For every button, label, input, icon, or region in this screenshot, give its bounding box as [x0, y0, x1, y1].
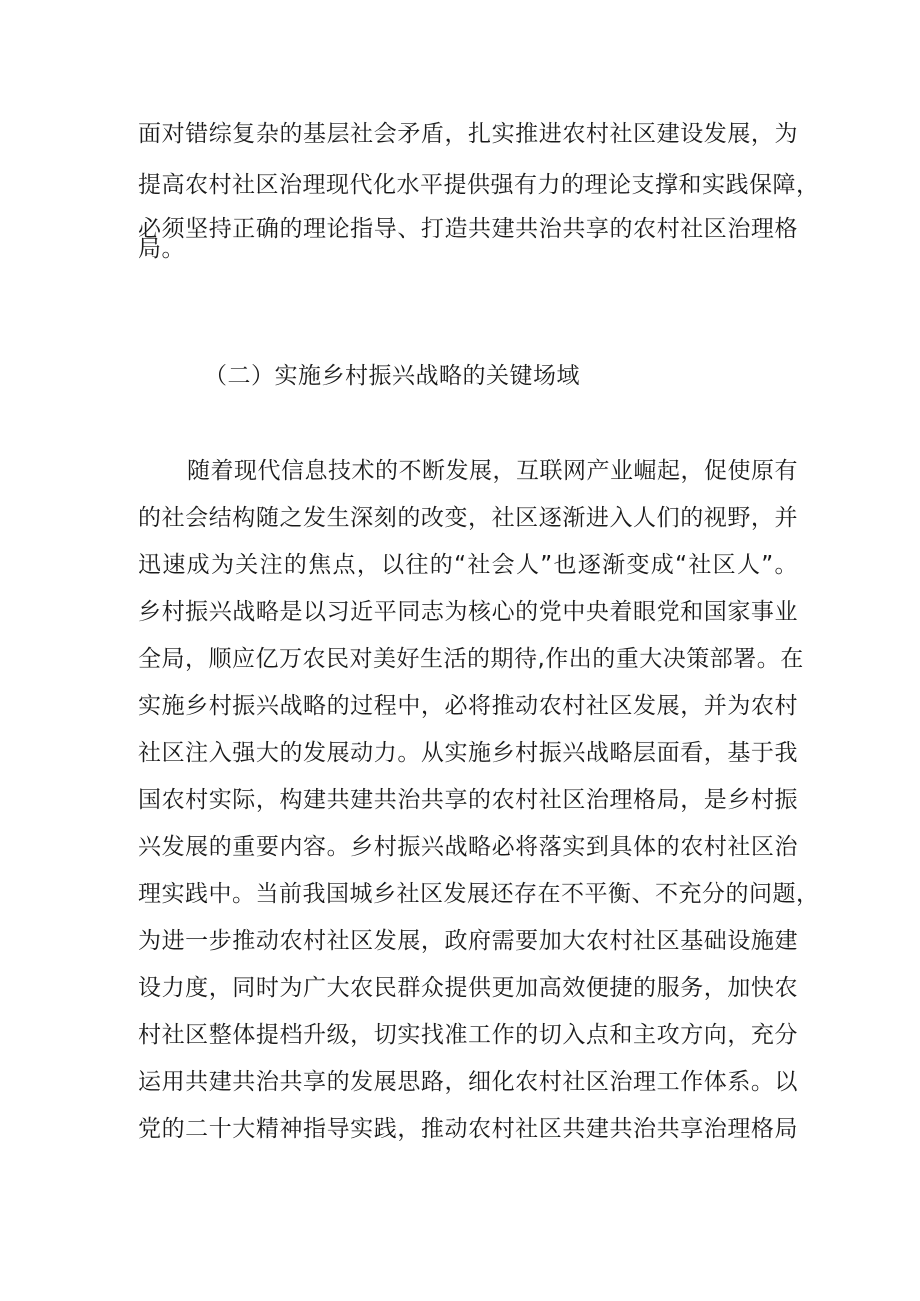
paragraph-line: 随着现代信息技术的不断发展，互联网产业崛起，促使原有: [187, 458, 798, 484]
paragraph-line: 全局，顺应亿万农民对美好生活的期待,作出的重大决策部署。在: [138, 646, 804, 672]
paragraph-line: 实施乡村振兴战略的过程中，必将推动农村社区发展，并为农村: [138, 693, 798, 719]
paragraph-line: 兴发展的重要内容。乡村振兴战略必将落实到具体的农村社区治: [138, 834, 798, 860]
paragraph-line: 理实践中。当前我国城乡社区发展还存在不平衡、不充分的问题，: [138, 881, 820, 907]
paragraph-line: 迅速成为关注的焦点，以往的“社会人”也逐渐变成“社区人”。: [138, 552, 798, 578]
paragraph-line: 社区注入强大的发展动力。从实施乡村振兴战略层面看，基于我: [138, 740, 798, 766]
paragraph-line: 设力度，同时为广大农民群众提供更加高效便捷的服务，加快农: [138, 975, 798, 1001]
paragraph-line: 乡村振兴战略是以习近平同志为核心的党中央着眼党和国家事业: [138, 599, 798, 625]
paragraph-line: 运用共建共治共享的发展思路，细化农村社区治理工作体系。以: [138, 1069, 798, 1095]
paragraph-line: 面对错综复杂的基层社会矛盾，扎实推进农村社区建设发展，为: [138, 121, 798, 147]
paragraph-line: 必须坚持正确的理论指导、打造共建共治共享的农村社区治理格: [138, 216, 798, 242]
paragraph-line-last: 局。: [138, 236, 185, 262]
paragraph-line: 的社会结构随之发生深刻的改变，社区逐渐进入人们的视野，并: [138, 505, 798, 531]
paragraph-line: 村社区整体提档升级，切实找准工作的切入点和主攻方向，充分: [138, 1022, 798, 1048]
paragraph-line: 为进一步推动农村社区发展，政府需要加大农村社区基础设施建: [138, 928, 798, 954]
section-heading: （二）实施乡村振兴战略的关键场域: [204, 363, 580, 389]
paragraph-line: 国农村实际，构建共建共治共享的农村社区治理格局，是乡村振: [138, 787, 798, 813]
paragraph-line: 党的二十大精神指导实践，推动农村社区共建共治共享治理格局: [138, 1116, 798, 1142]
paragraph-line: 提高农村社区治理现代化水平提供强有力的理论支撑和实践保障，: [138, 172, 820, 198]
